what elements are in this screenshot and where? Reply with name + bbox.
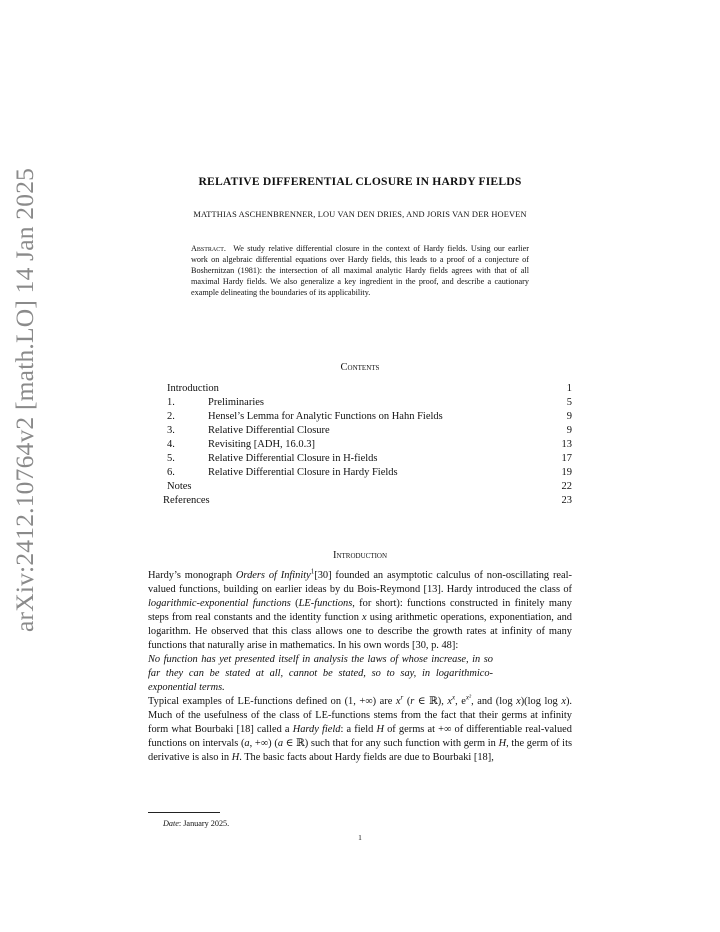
toc-entry[interactable] bbox=[163, 480, 572, 494]
toc-entry-number: 2. bbox=[167, 411, 175, 422]
emphasis: Hardy field bbox=[292, 724, 341, 735]
toc-entry[interactable] bbox=[163, 466, 572, 480]
toc-entry-title: Hensel’s Lemma for Analytic Functions on Hahn Fields bbox=[208, 411, 443, 422]
paper-authors: MATTHIAS ASCHENBRENNER, LOU VAN DEN DRIES, AND JORIS VAN DER HOEVEN bbox=[193, 210, 527, 219]
introduction-body bbox=[148, 569, 572, 765]
date-label: Date bbox=[163, 819, 179, 828]
toc-entry-number: 3. bbox=[167, 425, 175, 436]
toc-entry-page: 9 bbox=[566, 411, 572, 422]
toc-entry-page: 23 bbox=[561, 495, 572, 506]
toc-entry-title: Introduction bbox=[167, 383, 219, 394]
toc-entry-page: 19 bbox=[561, 467, 572, 478]
math-variable: x bbox=[362, 612, 367, 623]
introduction-heading: Introduction bbox=[332, 550, 388, 561]
toc-entry-page: 1 bbox=[566, 383, 572, 394]
toc-entry[interactable] bbox=[163, 410, 572, 424]
emphasis: LE-functions bbox=[298, 598, 353, 609]
toc-entry-page: 13 bbox=[561, 439, 572, 450]
emphasis: Orders of Infinity bbox=[235, 570, 311, 581]
toc-entry-number: 6. bbox=[167, 467, 175, 478]
footnote-rule bbox=[148, 812, 220, 813]
date-value: : January 2025. bbox=[178, 819, 230, 828]
toc-entry-title: Relative Differential Closure bbox=[208, 425, 330, 436]
toc-entry-number: 1. bbox=[167, 397, 175, 408]
toc-entry[interactable] bbox=[163, 494, 572, 508]
abstract-label: Abstract. bbox=[191, 244, 226, 253]
footnote-marker[interactable]: 1 bbox=[310, 567, 315, 576]
toc-entry-page: 22 bbox=[561, 481, 572, 492]
toc-entry-title: References bbox=[163, 495, 210, 506]
date-footnote bbox=[163, 819, 229, 828]
toc-entry[interactable] bbox=[163, 424, 572, 438]
paper-title: RELATIVE DIFFERENTIAL CLOSURE IN HARDY FIELDS bbox=[198, 175, 522, 188]
emphasis: logarithmic-exponential functions bbox=[148, 598, 291, 609]
toc-entry[interactable] bbox=[163, 382, 572, 396]
introduction-paragraph-2: Typical examples of LE-functions defined on (1, +∞) are $x^r$ (r ∈ ℝ), $x^x$, $e^{x^2}$, and (log x)(log log x). Much of the usefulness of the class of LE-functions stems from the fact that their germs at infinity form what Bourbaki [18] called a Hardy field: a field H of germs at +∞ of differentiable real-valued functions on intervals (a, +∞) (a ∈ ℝ) such that for any such function with germ in H, the germ of its derivative is also in H. The basic facts about Hardy fields are due to Bourbaki [18], bbox=[148, 693, 572, 763]
toc-entry-title: Notes bbox=[167, 481, 192, 492]
abstract bbox=[191, 244, 529, 299]
toc-entry-title: Relative Differential Closure in Hardy Fields bbox=[208, 467, 398, 478]
toc-entry[interactable] bbox=[163, 438, 572, 452]
abstract-text: We study relative differential closure in the context of Hardy fields. Using our earlier work on algebraic differential equations over Hardy fields, this leads to a proof of a conjecture of Boshernitzan (1981): the intersection of all maximal analytic Hardy fields agrees with that of all maximal Hardy fields. We also generalize a key ingredient in the proof, and describe a cautionary example delineating the boundaries of its applicability. bbox=[191, 244, 529, 297]
hardy-quote: No function has yet presented itself in analysis the laws of whose increase, in so far they can be stated at all, cannot be stated, so to say, in logarithmico-exponential terms. bbox=[148, 654, 493, 693]
arxiv-identifier: arXiv:2412.10764v2 [math.LO] 14 Jan 2025 bbox=[10, 167, 39, 632]
toc-entry-page: 5 bbox=[566, 397, 572, 408]
contents-heading: Contents bbox=[340, 362, 380, 373]
table-of-contents bbox=[163, 382, 572, 508]
toc-entry-number: 5. bbox=[167, 453, 175, 464]
toc-entry[interactable] bbox=[163, 452, 572, 466]
toc-entry-title: Relative Differential Closure in H-fields bbox=[208, 453, 378, 464]
toc-entry-number: 4. bbox=[167, 439, 175, 450]
toc-entry-page: 17 bbox=[561, 453, 572, 464]
page-number: 1 bbox=[358, 833, 362, 842]
toc-entry-title: Preliminaries bbox=[208, 397, 264, 408]
toc-entry[interactable] bbox=[163, 396, 572, 410]
toc-entry-title: Revisiting [ADH, 16.0.3] bbox=[208, 439, 316, 450]
toc-entry-page: 9 bbox=[566, 425, 572, 436]
introduction-paragraph-1: Hardy’s monograph Orders of Infinity$^1$[30] founded an asymptotic calculus of non-oscillating real-valued functions, building on earlier ideas by du Bois-Reymond [13]. Hardy introduced the class of logarithmic-exponential functions (LE-functions, for short): functions constructed in finitely many steps from real constants and the identity function x using arithmetic operations, exponentiation, and logarithm. He observed that this class allows one to describe the growth rates at infinity of many functions that naturally arise in mathematics. In his own words [30, p. 48]: bbox=[148, 567, 573, 651]
